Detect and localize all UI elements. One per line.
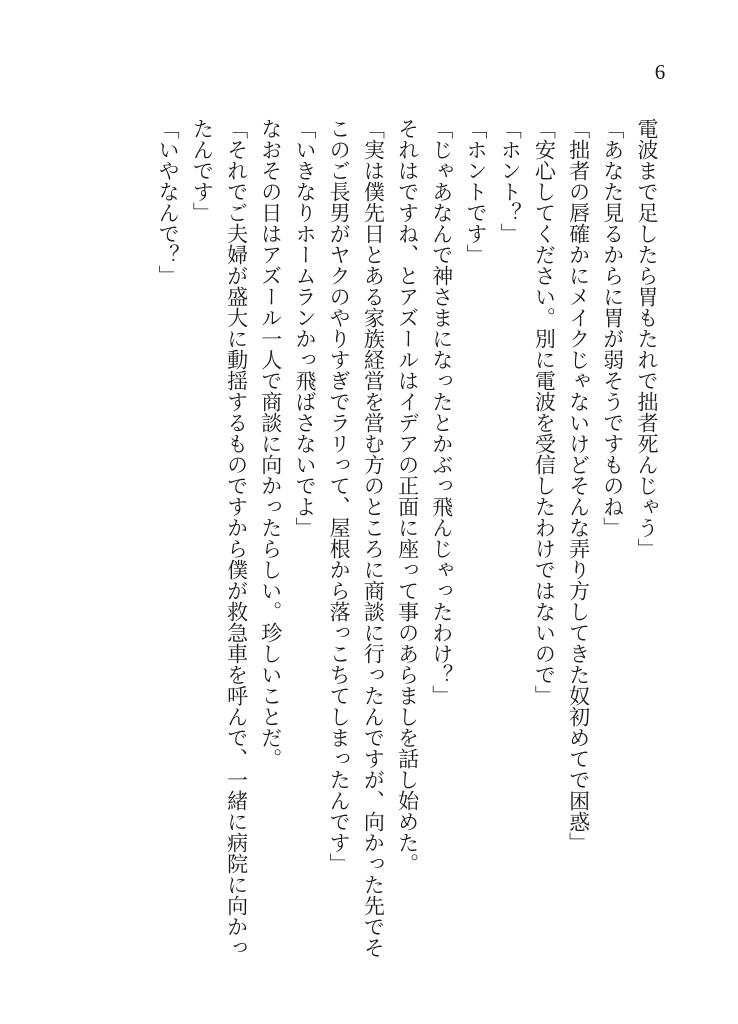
paragraph: 「ホント？」 bbox=[498, 118, 523, 244]
page-number: 6 bbox=[654, 60, 666, 84]
paragraph: 「安心してください。別に電波を受信したわけではないので」 bbox=[532, 118, 557, 706]
paragraph: 「拙者の唇確かにメイクじゃないけどそんな弄り方してきた奴初めてで困惑」 bbox=[566, 118, 591, 853]
paragraph: 電波まで足したら胃もたれで拙者死んじゃう」 bbox=[635, 118, 659, 559]
novel-body-text bbox=[158, 118, 664, 960]
paragraph: 「じゃあなんで神さまになったとかぶっ飛んじゃったわけ？」 bbox=[429, 118, 454, 706]
paragraph: なおその日はアズール一人で商談に向かったらしい。珍しいことだ。 bbox=[258, 118, 283, 769]
paragraph: 「実は僕先日とある家族経営を営む方のところに商談に行ったんですが、向かった先でそこのご長男がヤクのやりすぎでラリって、屋根から落っこちてしまったんです」 bbox=[327, 118, 386, 958]
paragraph: それはですね、とアズールはイデアの正面に座って事のあらましを話し始めた。 bbox=[395, 118, 420, 874]
paragraph: 「あなた見るからに胃が弱そうですものね」 bbox=[600, 118, 625, 538]
paragraph: 「それでご夫婦が盛大に動揺するものですから僕が救急車を呼んで、一緒に病院に向かったんです」 bbox=[190, 118, 249, 958]
paragraph: 「いきなりホームランかっ飛ばさないでよ」 bbox=[292, 118, 317, 538]
paragraph: 「いやなんで？」 bbox=[156, 118, 181, 286]
paragraph: 「ホントです」 bbox=[463, 118, 488, 265]
